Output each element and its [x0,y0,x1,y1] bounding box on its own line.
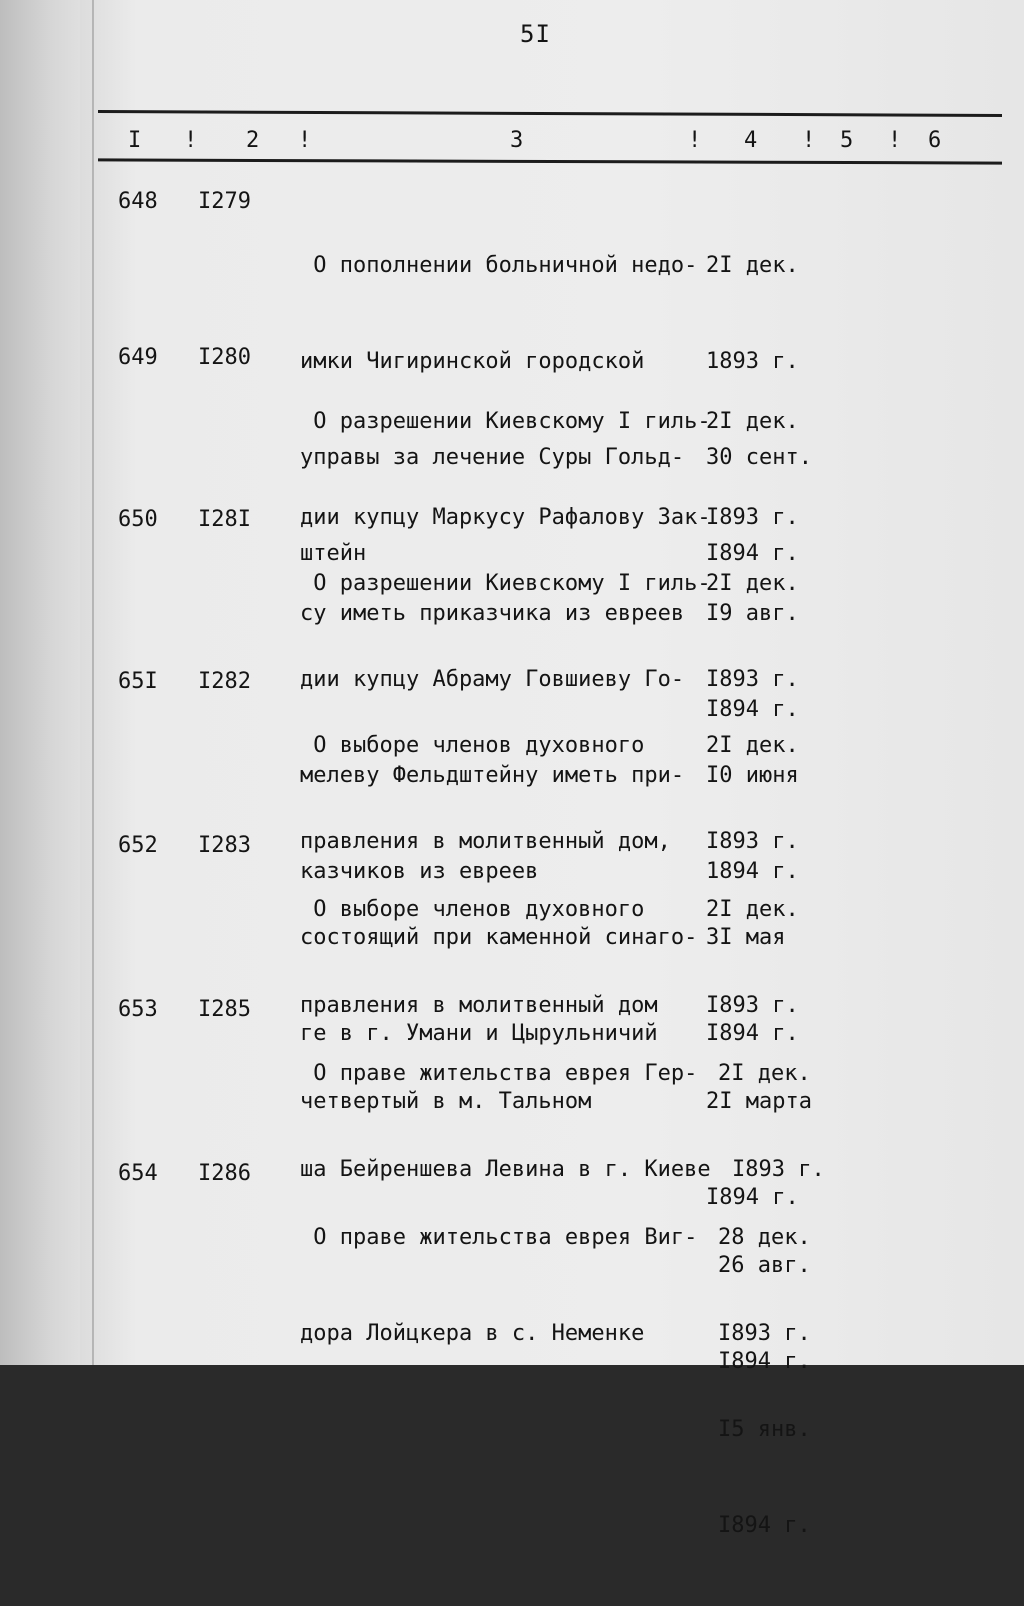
entry-number: 649 [118,345,158,370]
title-line: правления в молитвенный дом, [300,829,671,854]
title-line: О выборе членов духовного [300,897,645,922]
date-line: I893 г. [706,505,799,530]
date-line: I893 г. [732,1157,825,1182]
entry-dates [718,1158,811,1606]
date-line: I5 янв. [718,1417,811,1442]
date-line: 2I дек. [706,571,799,596]
title-line: О выборе членов духовного [300,733,645,758]
file-number: I279 [198,189,251,214]
file-number: I286 [198,1161,251,1186]
title-line: О разрешении Киевскому I гиль- [300,409,711,434]
header-col-2: 2 [246,128,260,153]
entry-number: 653 [118,997,158,1022]
date-line: 2I дек. [706,897,799,922]
date-line: 30 сент. [706,445,812,470]
title-line: О праве жительства еврея Виг- [300,1225,698,1250]
date-line: I894 г. [718,1513,811,1538]
date-line: 26 авг. [718,1253,811,1278]
title-line: О праве жительства еврея Гер- [300,1061,698,1086]
title-line: ге в г. Умани и Цырульничий [300,1021,658,1046]
date-line: I893 г. [718,1321,811,1346]
header-separator: ! [888,128,902,153]
title-line: дора Лойцкера в с. Неменке [300,1321,645,1346]
date-line: I894 г. [706,697,799,722]
title-line: казчиков из евреев [300,859,539,884]
date-line: I894 г. [706,1021,799,1046]
page-number: 5I [520,20,551,48]
entry-number: 654 [118,1161,158,1186]
date-line: I893 г. [706,829,799,854]
header-col-5: 5 [840,128,854,153]
file-number: I283 [198,833,251,858]
title-line: ша Бейреншева Левина в г. Киеве [300,1157,711,1182]
title-line: четвертый в м. Тальном [300,1089,592,1114]
title-line: дии купцу Маркусу Рафалову Зак- [300,505,711,530]
file-number: I282 [198,669,251,694]
header-col-6: 6 [928,128,942,153]
title-line: О пополнении больничной недо- [300,253,698,278]
entry-number: 652 [118,833,158,858]
title-line: правления в молитвенный дом [300,993,658,1018]
file-number: I28I [198,507,251,532]
header-separator: ! [688,128,702,153]
header-separator: ! [802,128,816,153]
header-col-1: I [128,128,142,153]
file-number: I285 [198,997,251,1022]
title-line: мелеву Фельдштейну иметь при- [300,763,685,788]
entry-number: 648 [118,189,158,214]
title-line: штейн [300,541,367,566]
date-line: 2I марта [706,1089,812,1114]
title-line: имки Чигиринской городской [300,349,645,374]
date-line: 2I дек. [706,253,799,278]
date-line: I894 г. [706,541,799,566]
date-line: I894 г. [718,1349,811,1374]
page-edge [92,0,94,1365]
header-col-3: 3 [510,128,524,153]
date-line: 28 дек. [718,1225,811,1250]
date-line: I9 авг. [706,601,799,626]
file-number: I280 [198,345,251,370]
date-line: 1894 г. [706,859,799,884]
entry-number: 65I [118,669,158,694]
date-line: 2I дек. [706,409,799,434]
title-line: О разрешении Киевскому I гиль- [300,571,711,596]
header-separator: ! [184,128,198,153]
title-line: су иметь приказчика из евреев [300,601,685,626]
date-line: I894 г. [706,1185,799,1210]
entry-title [300,1158,697,1414]
date-line: 1893 г. [706,349,799,374]
date-line: I893 г. [706,667,799,692]
title-line: управы за лечение Суры Гольд- [300,445,685,470]
title-line: дии купцу Абраму Говшиеву Го- [300,667,685,692]
title-line: состоящий при каменной синаго- [300,925,698,950]
entry-number: 650 [118,507,158,532]
header-separator: ! [298,128,312,153]
header-col-4: 4 [744,128,758,153]
date-line: 2I дек. [718,1061,811,1086]
date-line: I0 июня [706,763,799,788]
binding-strip [0,0,92,1365]
date-line: I893 г. [706,993,799,1018]
date-line: 3I мая [706,925,786,950]
date-line: 2I дек. [706,733,799,758]
